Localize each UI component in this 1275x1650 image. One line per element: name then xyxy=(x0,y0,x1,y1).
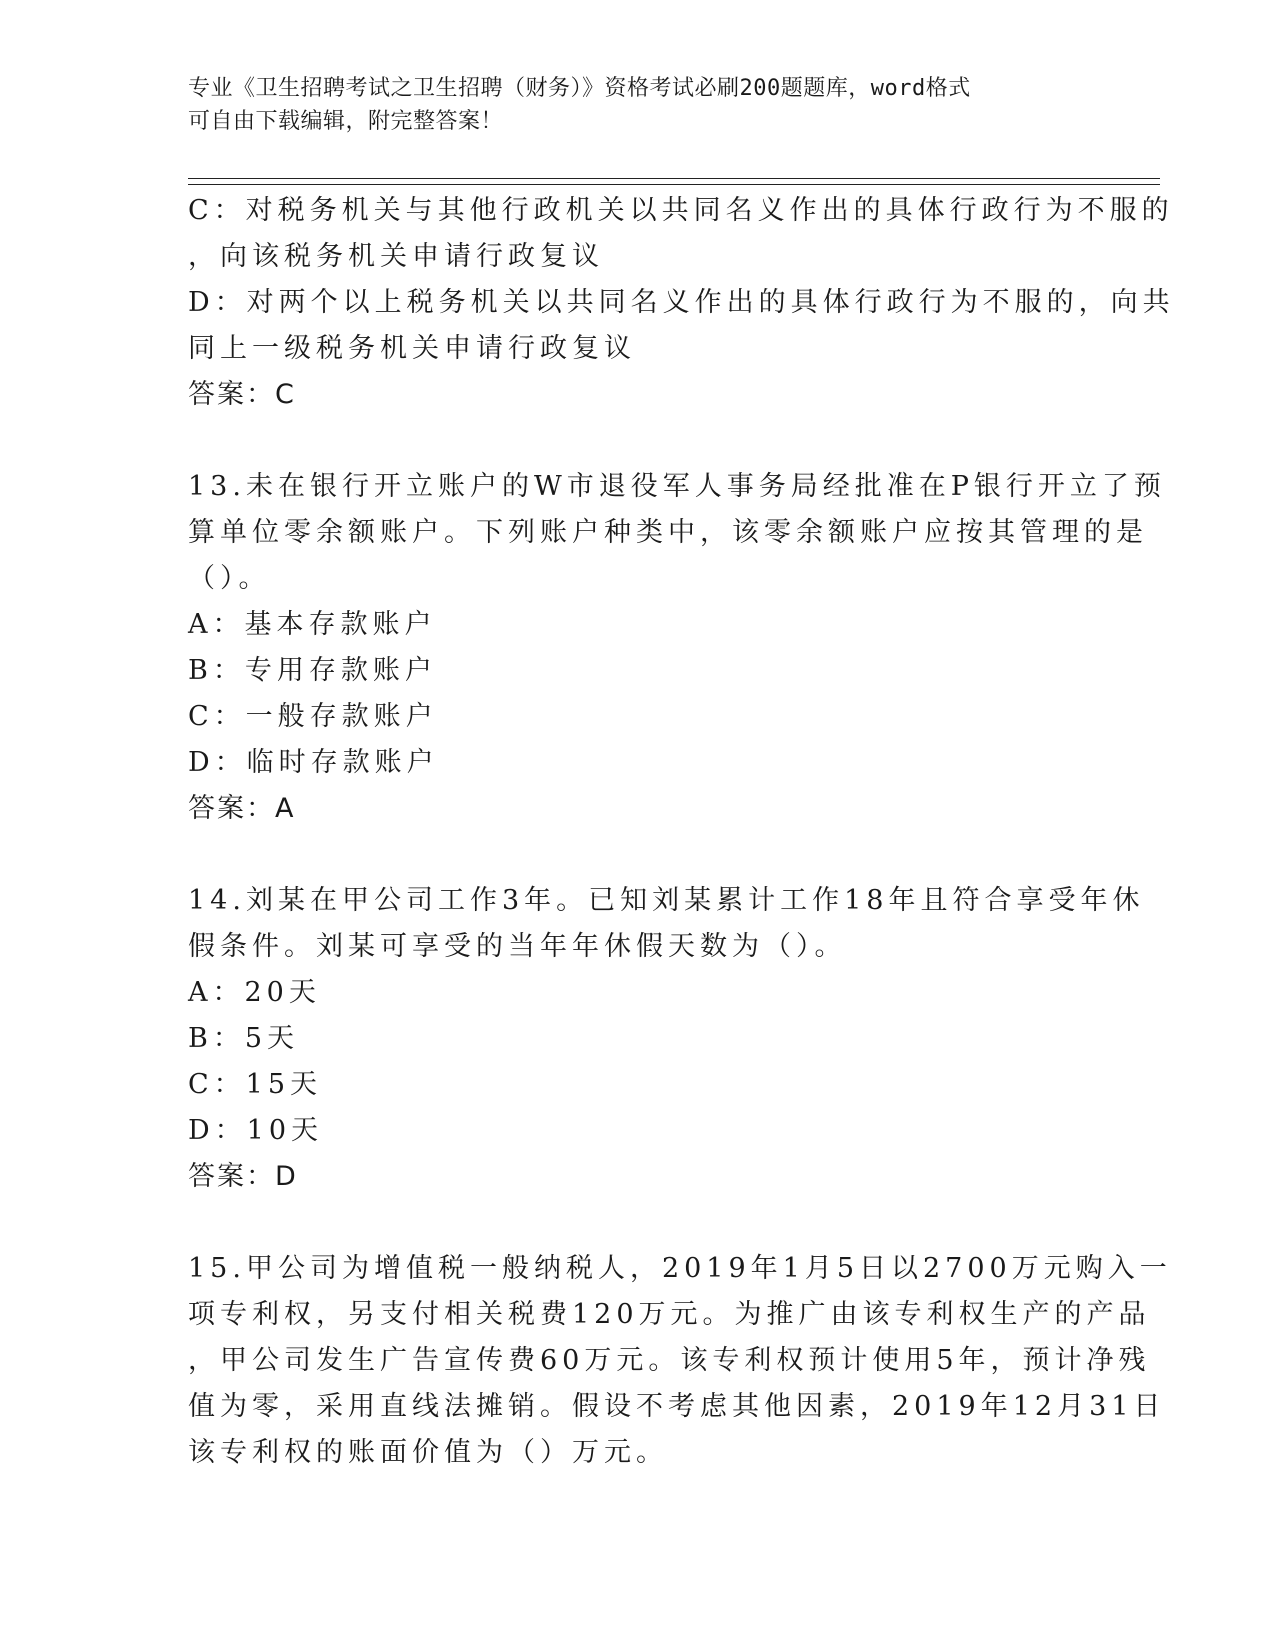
spacer xyxy=(188,1200,1088,1246)
question-13 xyxy=(188,464,1166,832)
header-rule-bottom xyxy=(188,184,1160,185)
q13-stem-line-1: 13.未在银行开立账户的W市退役军人事务局经批准在P银行开立了预 xyxy=(188,471,1166,502)
q14-stem-line-1: 14.刘某在甲公司工作3年。已知刘某累计工作18年且符合享受年休 xyxy=(188,885,1145,916)
document-header xyxy=(188,72,1068,138)
q14-option-a: A：20天 xyxy=(188,977,321,1008)
header-rule-top xyxy=(188,178,1160,179)
q12-option-d-line-1: D：对两个以上税务机关以共同名义作出的具体行政行为不服的，向共 xyxy=(188,287,1175,318)
q14-option-b: B：5天 xyxy=(188,1023,300,1054)
question-15 xyxy=(188,1246,1172,1476)
question-12-continued xyxy=(188,188,1175,418)
q14-stem-line-2: 假条件。刘某可享受的当年年休假天数为（）。 xyxy=(188,931,847,962)
q14-option-d: D：10天 xyxy=(188,1115,324,1146)
header-title-line-2: 可自由下载编辑，附完整答案！ xyxy=(188,109,504,134)
q15-stem-line-5: 该专利权的账面价值为（）万元。 xyxy=(188,1437,668,1468)
question-14 xyxy=(188,878,1145,1200)
q13-option-d: D：临时存款账户 xyxy=(188,747,439,778)
q13-stem-line-2: 算单位零余额账户。下列账户种类中，该零余额账户应按其管理的是 xyxy=(188,517,1148,548)
q14-answer: 答案：D xyxy=(188,1161,298,1192)
q12-answer: 答案：C xyxy=(188,379,296,410)
q13-option-c: C：一般存款账户 xyxy=(188,701,438,732)
q15-stem-line-4: 值为零，采用直线法摊销。假设不考虑其他因素，2019年12月31日 xyxy=(188,1391,1166,1422)
q14-option-c: C：15天 xyxy=(188,1069,323,1100)
q15-stem-line-2: 项专利权，另支付相关税费120万元。为推广由该专利权生产的产品 xyxy=(188,1299,1151,1330)
q13-option-b: B：专用存款账户 xyxy=(188,655,437,686)
document-body xyxy=(188,188,1175,1476)
q13-stem-line-3: （）。 xyxy=(188,563,271,594)
q15-stem-line-3: ，甲公司发生广告宣传费60万元。该专利权预计使用5年，预计净残 xyxy=(188,1345,1151,1376)
q13-option-a: A：基本存款账户 xyxy=(188,609,437,640)
q12-option-d-line-2: 同上一级税务机关申请行政复议 xyxy=(188,333,636,364)
q12-option-c-line-2: ，向该税务机关申请行政复议 xyxy=(188,241,604,272)
spacer xyxy=(188,832,1088,878)
spacer xyxy=(188,418,1088,464)
q12-option-c-line-1: C：对税务机关与其他行政机关以共同名义作出的具体行政行为不服的 xyxy=(188,195,1174,226)
header-title-line-1: 专业《卫生招聘考试之卫生招聘（财务）》资格考试必刷200题题库，word格式 xyxy=(188,76,971,101)
q15-stem-line-1: 15.甲公司为增值税一般纳税人，2019年1月5日以2700万元购入一 xyxy=(188,1253,1172,1284)
q13-answer: 答案：A xyxy=(188,793,296,824)
